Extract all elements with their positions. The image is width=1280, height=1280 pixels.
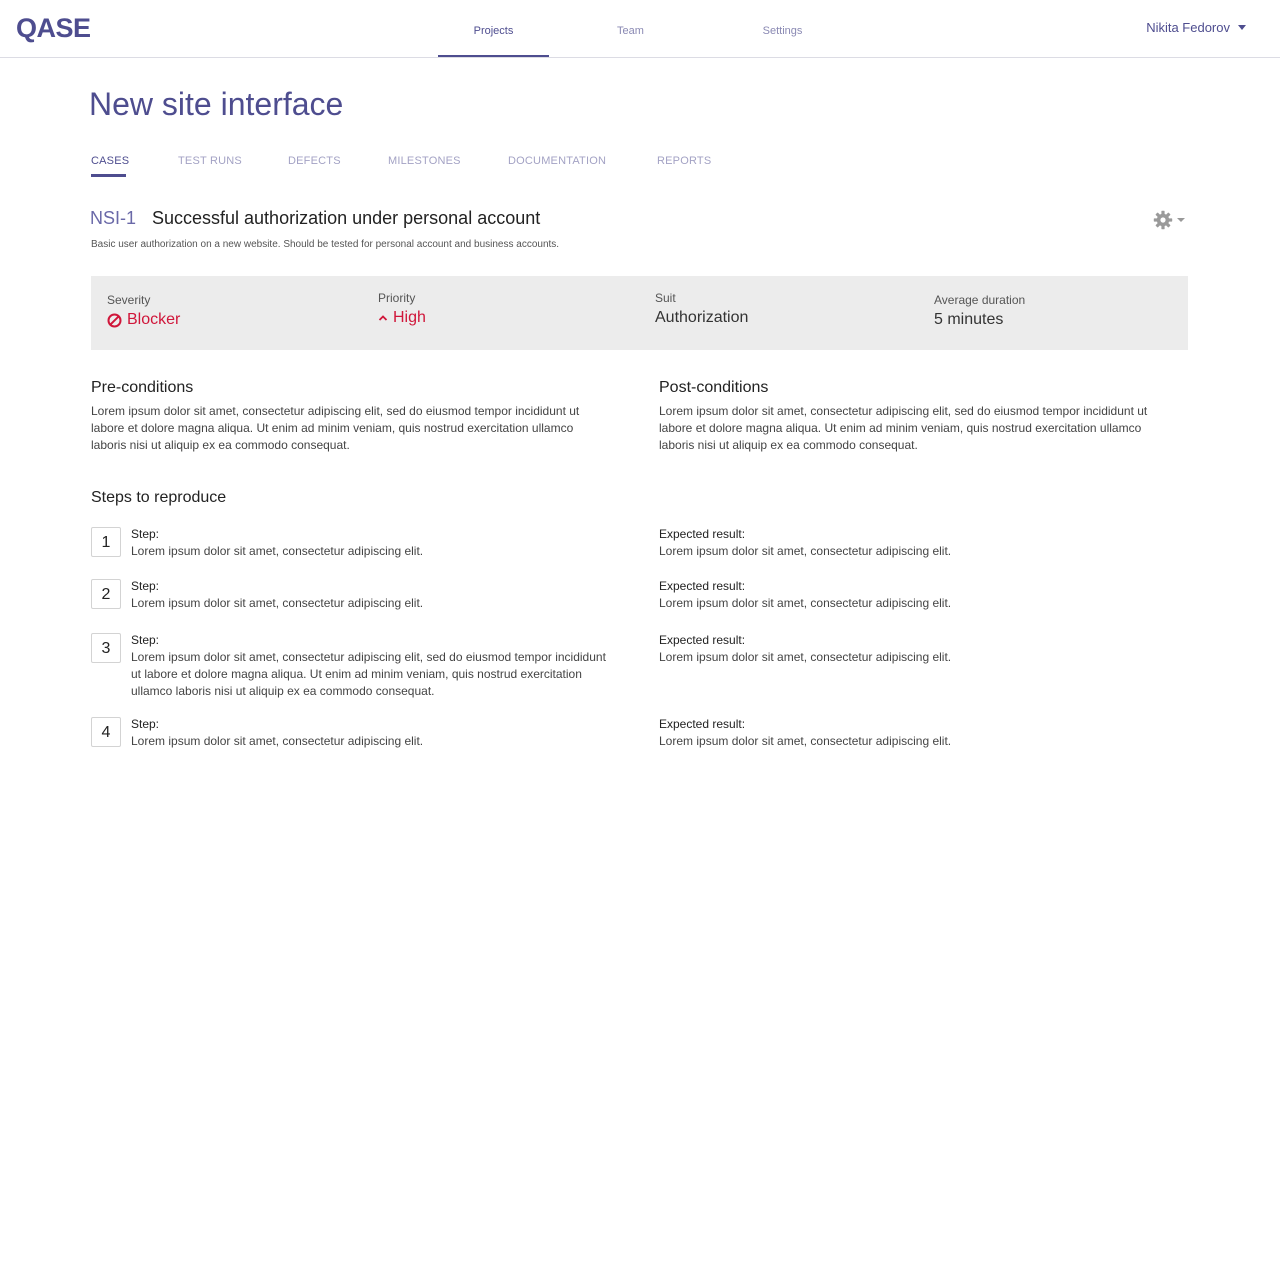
expected-label: Expected result: xyxy=(659,527,746,541)
chevron-down-icon xyxy=(1238,25,1246,30)
expected-label: Expected result: xyxy=(659,633,746,647)
step-number: 1 xyxy=(91,527,121,557)
tab-defects[interactable]: DEFECTS xyxy=(288,155,341,167)
duration-field xyxy=(934,293,1025,329)
severity-field xyxy=(107,293,180,329)
case-properties-panel xyxy=(91,276,1188,350)
step-action xyxy=(131,578,611,612)
expected-text: Lorem ipsum dolor sit amet, consectetur adipiscing elit. xyxy=(659,650,952,664)
nav-tab-projects[interactable]: Projects xyxy=(438,0,549,57)
user-menu[interactable] xyxy=(1146,20,1246,35)
suit-label: Suit xyxy=(655,291,676,305)
step-text: Lorem ipsum dolor sit amet, consectetur adipiscing elit, sed do eiusmod tempor incididunt ut labore et dolore magna aliqua. Ut enim ad minim veniam, quis nostrud exercitation ullamco laboris nisi ut aliquip ex ea commodo consequat. xyxy=(131,650,606,698)
step-action xyxy=(131,716,611,750)
step-label: Step: xyxy=(131,579,160,593)
blocker-icon xyxy=(107,313,122,328)
priority-field xyxy=(378,291,426,327)
priority-text: High xyxy=(393,309,426,326)
expected-label: Expected result: xyxy=(659,717,746,731)
top-bar xyxy=(0,0,1280,58)
chevron-up-icon xyxy=(378,313,388,323)
step-text: Lorem ipsum dolor sit amet, consectetur adipiscing elit. xyxy=(131,544,424,558)
severity-text: Blocker xyxy=(127,311,181,328)
step-text: Lorem ipsum dolor sit amet, consectetur adipiscing elit. xyxy=(131,734,424,748)
severity-label: Severity xyxy=(107,293,151,307)
priority-label: Priority xyxy=(378,291,416,305)
step-label: Step: xyxy=(131,633,160,647)
step-expected xyxy=(659,632,1139,666)
user-name: Nikita Fedorov xyxy=(1146,20,1230,35)
expected-text: Lorem ipsum dolor sit amet, consectetur adipiscing elit. xyxy=(659,596,952,610)
duration-label: Average duration xyxy=(934,293,1026,307)
postconditions-text: Lorem ipsum dolor sit amet, consectetur adipiscing elit, sed do eiusmod tempor incididunt ut labore et dolore magna aliqua. Ut enim ad minim veniam, quis nostrud exercitation ullamco laboris nisi ut aliquip ex ea commodo consequat. xyxy=(659,404,1148,452)
nav-tab-team[interactable]: Team xyxy=(617,25,644,37)
tab-reports[interactable]: REPORTS xyxy=(657,155,712,167)
postconditions-title: Post-conditions xyxy=(659,379,769,396)
logo[interactable]: QASE xyxy=(16,13,91,43)
step-action xyxy=(131,632,611,700)
duration-value: 5 minutes xyxy=(934,311,1004,328)
priority-value xyxy=(378,309,426,327)
suit-value: Authorization xyxy=(655,309,749,326)
expected-text: Lorem ipsum dolor sit amet, consectetur adipiscing elit. xyxy=(659,544,952,558)
expected-label: Expected result: xyxy=(659,579,746,593)
step-action xyxy=(131,526,611,560)
case-title: Successful authorization under personal account xyxy=(152,208,541,228)
active-tab-indicator xyxy=(91,174,126,177)
severity-value xyxy=(107,311,180,329)
steps-title: Steps to reproduce xyxy=(91,489,227,506)
page-title: New site interface xyxy=(89,86,344,122)
case-description: Basic user authorization on a new website. Should be tested for personal account and business accounts. xyxy=(91,239,560,250)
step-text: Lorem ipsum dolor sit amet, consectetur adipiscing elit. xyxy=(131,596,424,610)
tab-test-runs[interactable]: TEST RUNS xyxy=(178,155,242,167)
preconditions-text: Lorem ipsum dolor sit amet, consectetur adipiscing elit, sed do eiusmod tempor incididunt ut labore et dolore magna aliqua. Ut enim ad minim veniam, quis nostrud exercitation ullamco laboris nisi ut aliquip ex ea commodo consequat. xyxy=(91,404,580,452)
preconditions-title: Pre-conditions xyxy=(91,379,194,396)
case-settings-menu[interactable] xyxy=(1153,210,1185,230)
step-label: Step: xyxy=(131,527,160,541)
step-expected xyxy=(659,578,1139,612)
step-number: 3 xyxy=(91,633,121,663)
gear-icon xyxy=(1153,210,1173,230)
step-number: 4 xyxy=(91,717,121,747)
tab-cases[interactable]: CASES xyxy=(91,155,130,167)
step-number: 2 xyxy=(91,579,121,609)
tab-milestones[interactable]: MILESTONES xyxy=(388,155,461,167)
step-expected xyxy=(659,716,1139,750)
step-label: Step: xyxy=(131,717,160,731)
step-expected xyxy=(659,526,1139,560)
nav-tab-settings[interactable]: Settings xyxy=(762,25,803,37)
suit-field xyxy=(655,291,748,327)
tab-documentation[interactable]: DOCUMENTATION xyxy=(508,155,607,167)
case-id: NSI-1 xyxy=(90,208,137,228)
expected-text: Lorem ipsum dolor sit amet, consectetur adipiscing elit. xyxy=(659,734,952,748)
chevron-down-icon xyxy=(1177,218,1185,222)
